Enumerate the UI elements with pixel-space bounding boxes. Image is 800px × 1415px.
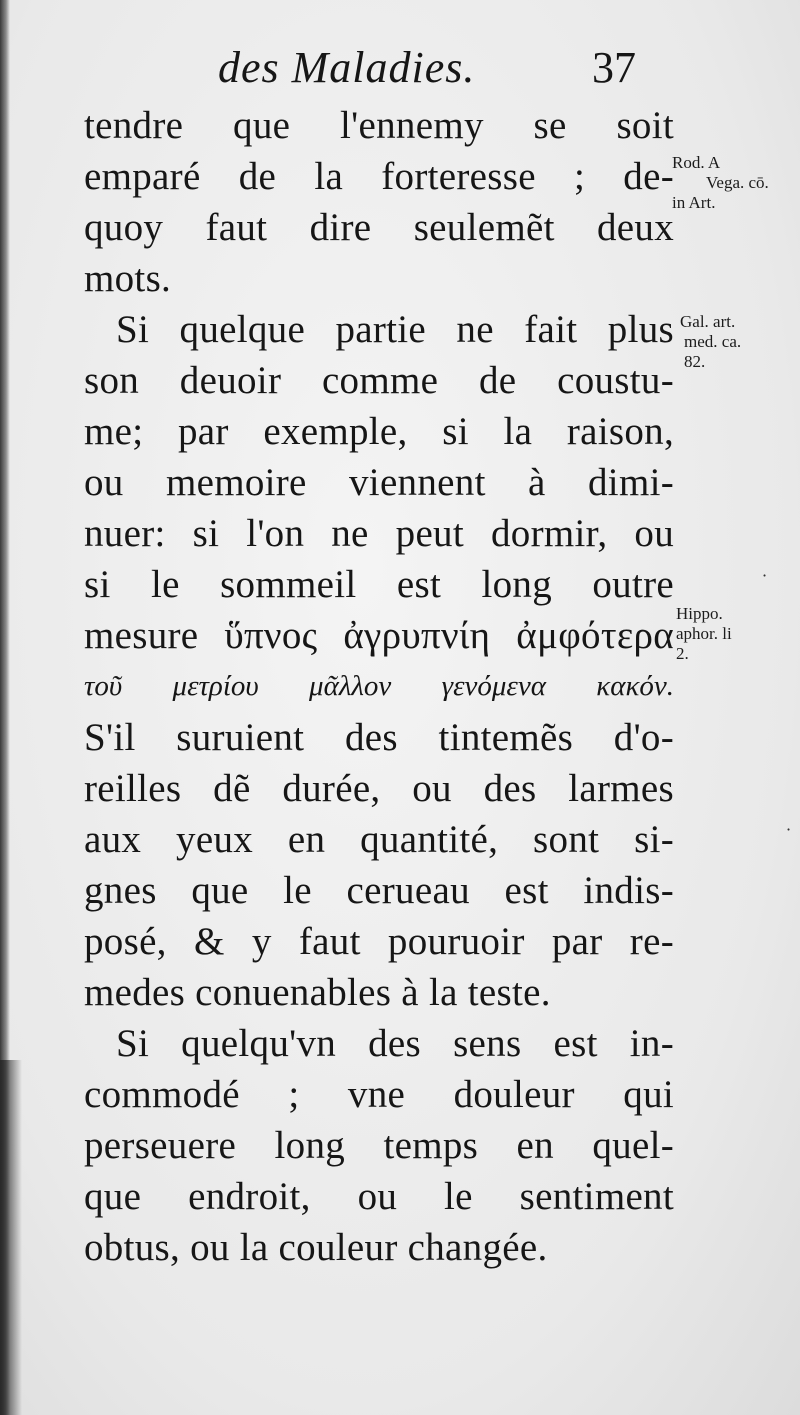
text-line: aux yeux en quantité, sont si-	[84, 818, 674, 861]
text-line: obtus, ou la couleur changée.	[84, 1226, 548, 1269]
text-line-greek: τοῦ μετρίου μᾶλλον γενόμενα κακόν.	[84, 670, 674, 702]
text-line: son deuoir comme de coustu-	[84, 359, 674, 402]
text-line: mots.	[84, 257, 172, 300]
text-line: reilles dẽ durée, ou des larmes	[84, 767, 674, 810]
marginal-line: 82.	[684, 352, 706, 371]
text-line: medes conuenables à la teste.	[84, 971, 551, 1014]
text-line: S'il suruient des tintemẽs d'o-	[84, 716, 674, 759]
text-line-greek: mesure ὕπνος ἀγρυπνίη ἀμφότερα	[84, 614, 674, 657]
text-line: gnes que le cerueau est indis-	[84, 869, 674, 912]
marginal-note-hippo	[676, 604, 732, 664]
body-text	[84, 100, 674, 1273]
marginal-line: med. ca.	[684, 332, 742, 351]
page-edge-shadow-lower	[0, 1060, 22, 1415]
text-line: emparé de la forteresse ; de-	[84, 155, 674, 198]
text-line: Si quelque partie ne fait plus	[116, 308, 674, 351]
text-line: quoy faut dire seulemẽt deux	[84, 206, 674, 249]
running-head-title: des Maladies.	[218, 43, 476, 92]
running-head	[0, 38, 800, 98]
margin-dot: ·	[786, 820, 792, 839]
text-line: me; par exemple, si la raison,	[84, 410, 674, 453]
marginal-note-gal	[680, 312, 741, 372]
text-line: si le sommeil est long outre	[84, 563, 674, 606]
text-line: tendre que l'ennemy se soit	[84, 104, 674, 147]
marginal-line: Rod. A	[672, 153, 721, 172]
text-line: perseuere long temps en quel-	[84, 1124, 674, 1167]
margin-dot: ·	[762, 566, 768, 585]
marginal-note-rod	[672, 153, 769, 213]
text-line: que endroit, ou le sentiment	[84, 1175, 674, 1218]
marginal-line: Gal. art.	[680, 312, 736, 331]
text-line: posé, & y faut pouruoir par re-	[84, 920, 674, 963]
marginal-line: in Art.	[672, 193, 716, 212]
marginal-line: aphor. li	[676, 624, 732, 643]
text-line: commodé ; vne douleur qui	[84, 1073, 674, 1116]
text-line: Si quelqu'vn des sens est in-	[116, 1022, 674, 1065]
marginal-line: Vega. cō.	[706, 173, 769, 192]
marginal-line: 2.	[676, 644, 689, 663]
text-line: nuer: si l'on ne peut dormir, ou	[84, 512, 674, 555]
marginal-line: Hippo.	[676, 604, 723, 623]
text-line: ou memoire viennent à dimi-	[84, 461, 674, 504]
page-number: 37	[592, 43, 636, 92]
